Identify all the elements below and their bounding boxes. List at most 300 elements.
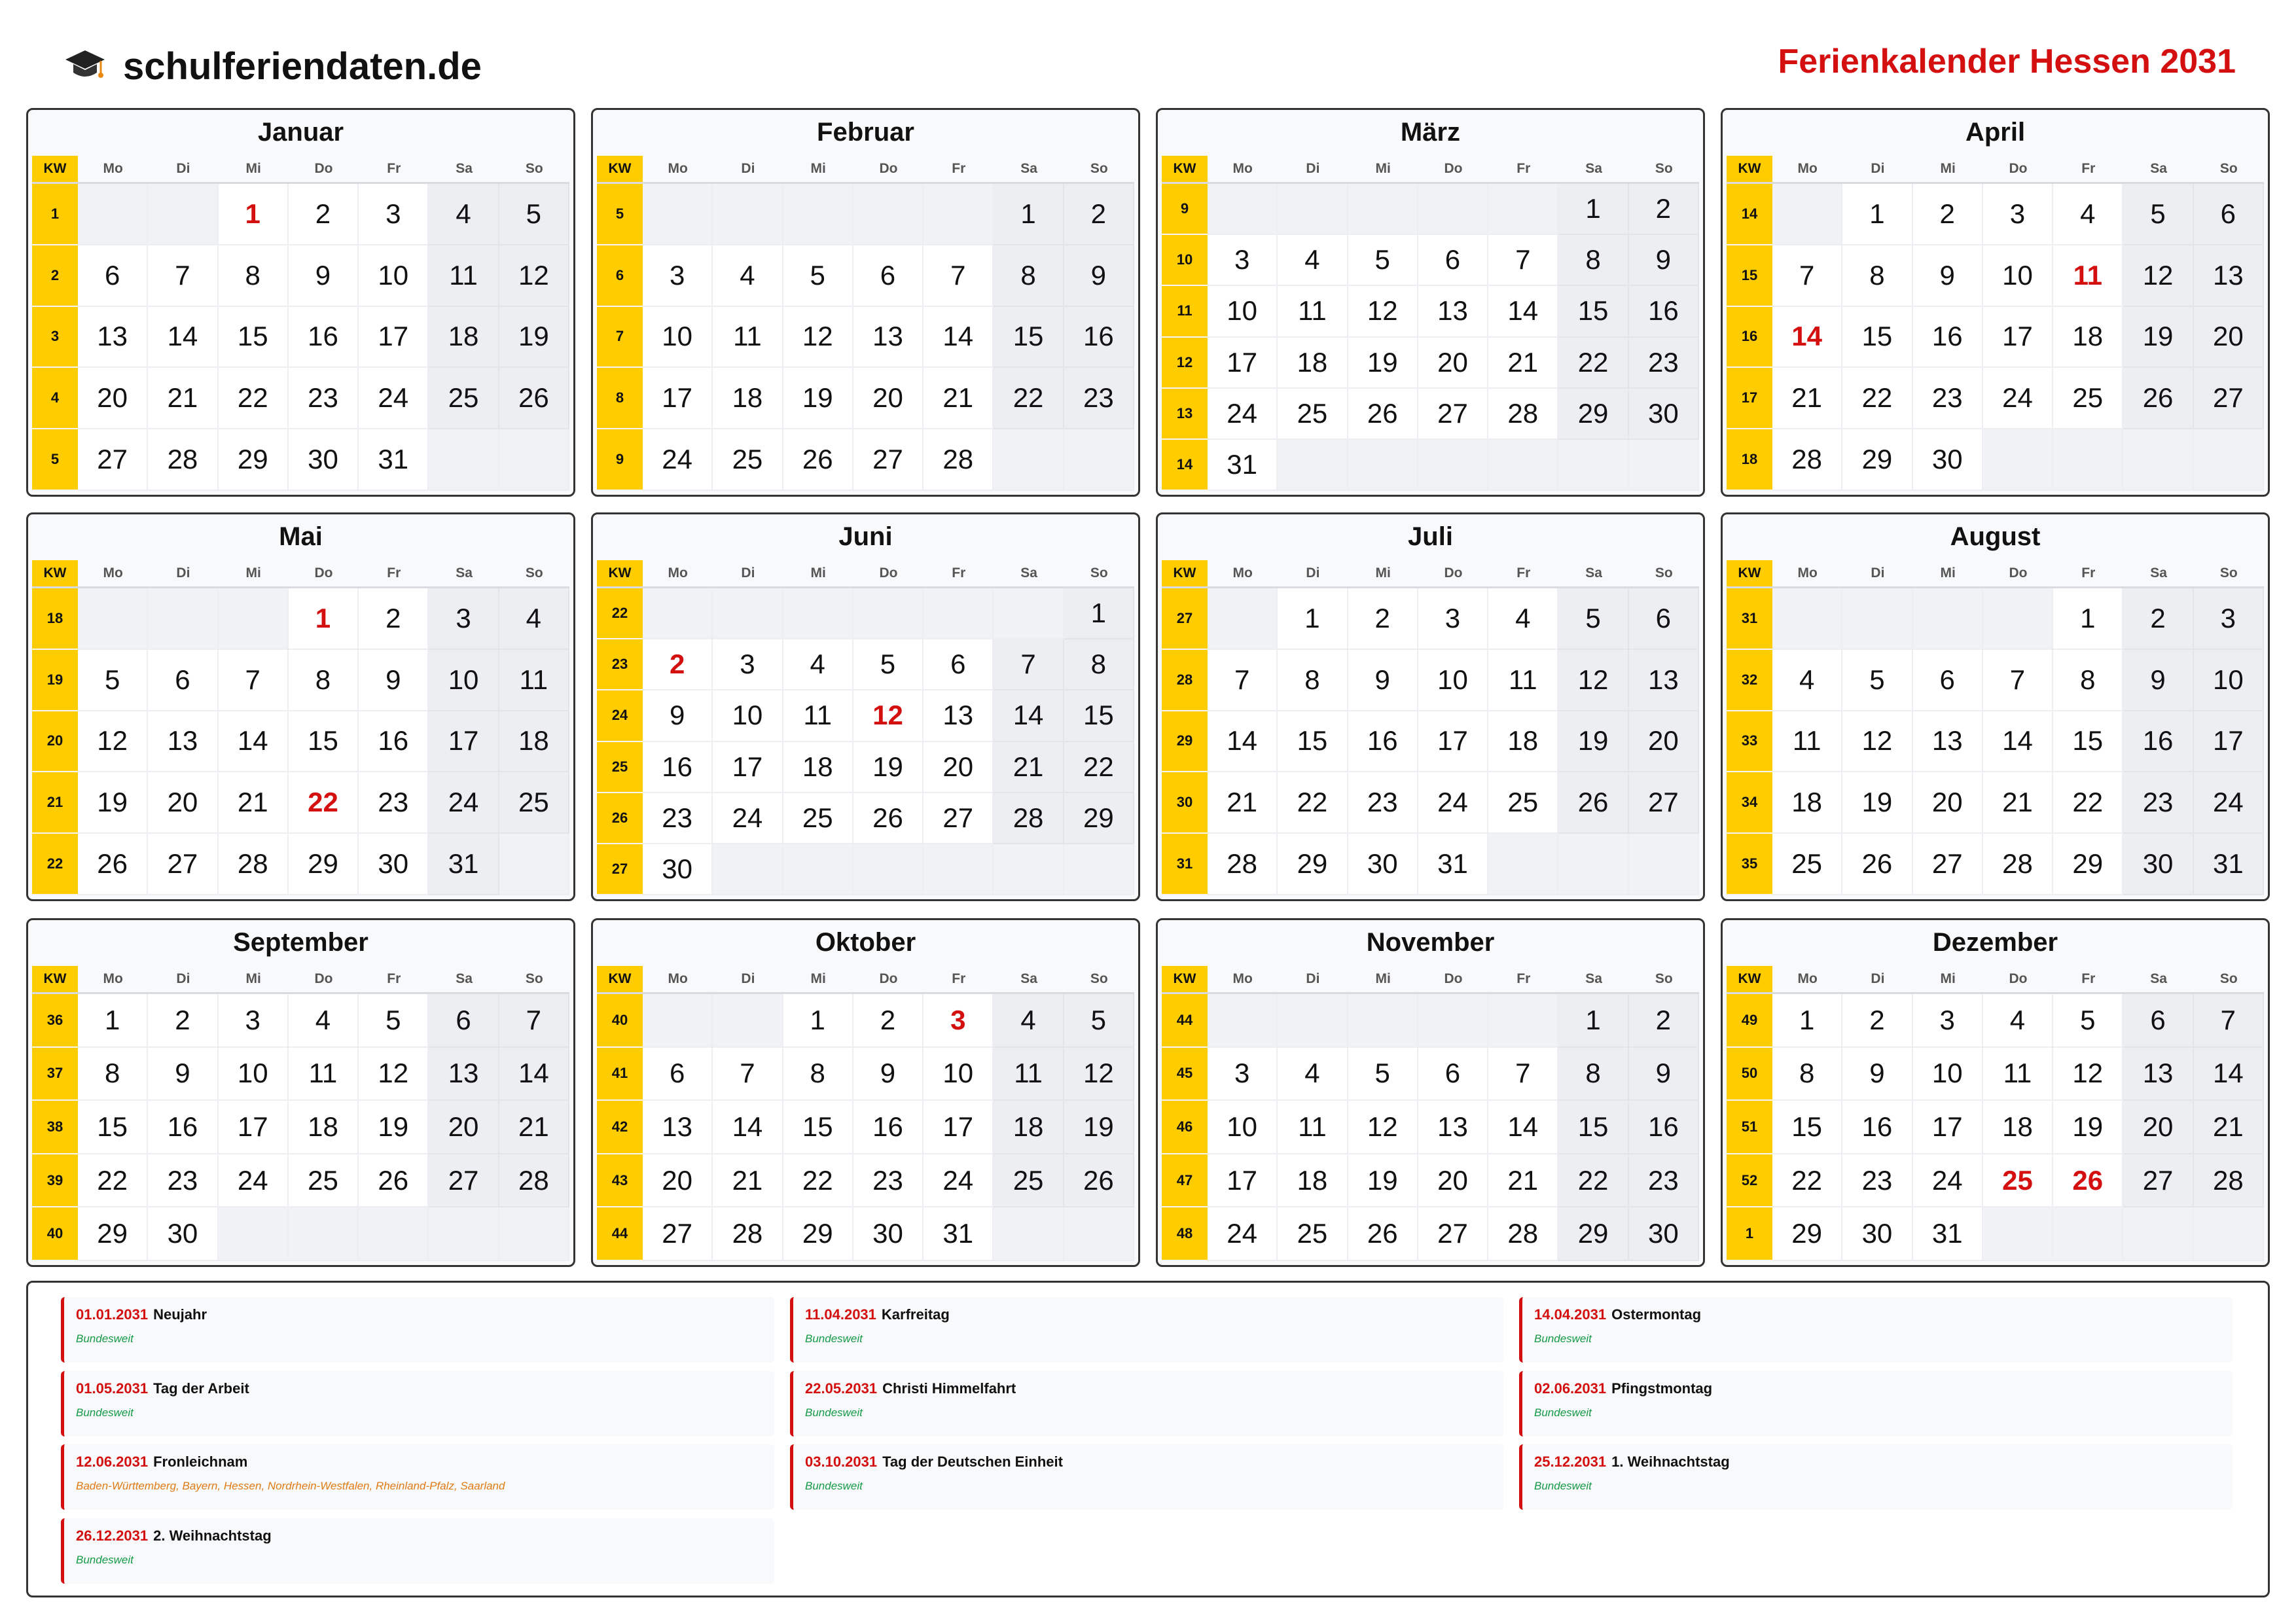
- day-cell[interactable]: 15: [1772, 1101, 1842, 1154]
- day-cell[interactable]: 2: [1064, 184, 1134, 245]
- day-cell[interactable]: 7: [713, 1048, 783, 1101]
- day-cell[interactable]: 13: [1913, 711, 1983, 773]
- holiday-day[interactable]: 2: [643, 639, 713, 690]
- day-cell[interactable]: 8: [994, 245, 1064, 307]
- day-cell[interactable]: 15: [1064, 690, 1134, 741]
- day-cell[interactable]: 25: [713, 429, 783, 491]
- day-cell[interactable]: 19: [1842, 772, 1912, 834]
- day-cell[interactable]: 18: [1488, 711, 1558, 773]
- day-cell[interactable]: 3: [359, 184, 429, 245]
- day-cell[interactable]: 11: [1488, 650, 1558, 711]
- day-cell[interactable]: 20: [1913, 772, 1983, 834]
- day-cell[interactable]: 21: [1772, 368, 1842, 429]
- day-cell[interactable]: 14: [924, 307, 994, 368]
- day-cell[interactable]: 23: [1348, 772, 1418, 834]
- day-cell[interactable]: 24: [1418, 772, 1488, 834]
- day-cell[interactable]: 9: [359, 650, 429, 711]
- day-cell[interactable]: 28: [713, 1207, 783, 1261]
- day-cell[interactable]: 6: [2194, 184, 2264, 245]
- day-cell[interactable]: 3: [1208, 1048, 1278, 1101]
- day-cell[interactable]: 17: [429, 711, 499, 773]
- day-cell[interactable]: 9: [2123, 650, 2193, 711]
- day-cell[interactable]: 6: [78, 245, 148, 307]
- day-cell[interactable]: 27: [78, 429, 148, 491]
- day-cell[interactable]: 11: [1983, 1048, 2053, 1101]
- day-cell[interactable]: 30: [148, 1207, 218, 1261]
- day-cell[interactable]: 29: [289, 834, 359, 895]
- day-cell[interactable]: 31: [359, 429, 429, 491]
- day-cell[interactable]: 17: [2194, 711, 2264, 773]
- day-cell[interactable]: 24: [1913, 1154, 1983, 1208]
- day-cell[interactable]: 17: [713, 742, 783, 793]
- day-cell[interactable]: 17: [1208, 338, 1278, 389]
- day-cell[interactable]: 26: [783, 429, 853, 491]
- day-cell[interactable]: 25: [994, 1154, 1064, 1208]
- day-cell[interactable]: 19: [1348, 1154, 1418, 1208]
- day-cell[interactable]: 29: [1558, 389, 1628, 440]
- day-cell[interactable]: 10: [713, 690, 783, 741]
- day-cell[interactable]: 22: [1064, 742, 1134, 793]
- day-cell[interactable]: 20: [1629, 711, 1699, 773]
- day-cell[interactable]: 17: [1418, 711, 1488, 773]
- day-cell[interactable]: 13: [924, 690, 994, 741]
- day-cell[interactable]: 8: [1278, 650, 1348, 711]
- day-cell[interactable]: 10: [1913, 1048, 1983, 1101]
- day-cell[interactable]: 13: [78, 307, 148, 368]
- day-cell[interactable]: 28: [1772, 429, 1842, 491]
- holiday-day[interactable]: 25: [1983, 1154, 2053, 1208]
- day-cell[interactable]: 6: [924, 639, 994, 690]
- day-cell[interactable]: 21: [1488, 1154, 1558, 1208]
- day-cell[interactable]: 8: [783, 1048, 853, 1101]
- day-cell[interactable]: 11: [429, 245, 499, 307]
- day-cell[interactable]: 28: [499, 1154, 569, 1208]
- day-cell[interactable]: 15: [783, 1101, 853, 1154]
- day-cell[interactable]: 9: [1064, 245, 1134, 307]
- day-cell[interactable]: 22: [1842, 368, 1912, 429]
- day-cell[interactable]: 8: [78, 1048, 148, 1101]
- day-cell[interactable]: 27: [429, 1154, 499, 1208]
- day-cell[interactable]: 25: [1278, 389, 1348, 440]
- day-cell[interactable]: 3: [429, 588, 499, 650]
- day-cell[interactable]: 22: [994, 368, 1064, 429]
- day-cell[interactable]: 15: [1558, 1101, 1628, 1154]
- day-cell[interactable]: 5: [2123, 184, 2193, 245]
- day-cell[interactable]: 4: [1772, 650, 1842, 711]
- day-cell[interactable]: 19: [1064, 1101, 1134, 1154]
- day-cell[interactable]: 19: [1558, 711, 1628, 773]
- day-cell[interactable]: 13: [1418, 1101, 1488, 1154]
- day-cell[interactable]: 2: [1629, 184, 1699, 235]
- holiday-day[interactable]: 22: [289, 772, 359, 834]
- holiday-day[interactable]: 1: [289, 588, 359, 650]
- day-cell[interactable]: 4: [429, 184, 499, 245]
- day-cell[interactable]: 21: [1208, 772, 1278, 834]
- day-cell[interactable]: 3: [1208, 235, 1278, 286]
- day-cell[interactable]: 20: [853, 368, 924, 429]
- day-cell[interactable]: 30: [1842, 1207, 1912, 1261]
- day-cell[interactable]: 2: [148, 994, 218, 1048]
- day-cell[interactable]: 20: [1418, 1154, 1488, 1208]
- day-cell[interactable]: 9: [1913, 245, 1983, 307]
- day-cell[interactable]: 2: [359, 588, 429, 650]
- day-cell[interactable]: 21: [1983, 772, 2053, 834]
- day-cell[interactable]: 15: [2053, 711, 2123, 773]
- day-cell[interactable]: 1: [1772, 994, 1842, 1048]
- day-cell[interactable]: 16: [1842, 1101, 1912, 1154]
- day-cell[interactable]: 30: [853, 1207, 924, 1261]
- day-cell[interactable]: 16: [1913, 307, 1983, 368]
- day-cell[interactable]: 4: [713, 245, 783, 307]
- day-cell[interactable]: 25: [429, 368, 499, 429]
- day-cell[interactable]: 7: [1488, 235, 1558, 286]
- day-cell[interactable]: 22: [1772, 1154, 1842, 1208]
- day-cell[interactable]: 8: [1558, 1048, 1628, 1101]
- day-cell[interactable]: 19: [359, 1101, 429, 1154]
- day-cell[interactable]: 27: [853, 429, 924, 491]
- day-cell[interactable]: 29: [783, 1207, 853, 1261]
- day-cell[interactable]: 12: [1348, 1101, 1418, 1154]
- day-cell[interactable]: 26: [1064, 1154, 1134, 1208]
- day-cell[interactable]: 15: [1842, 307, 1912, 368]
- day-cell[interactable]: 30: [2123, 834, 2193, 895]
- day-cell[interactable]: 5: [78, 650, 148, 711]
- day-cell[interactable]: 26: [2123, 368, 2193, 429]
- day-cell[interactable]: 5: [853, 639, 924, 690]
- day-cell[interactable]: 28: [1488, 389, 1558, 440]
- day-cell[interactable]: 4: [1278, 1048, 1348, 1101]
- day-cell[interactable]: 19: [78, 772, 148, 834]
- day-cell[interactable]: 2: [853, 994, 924, 1048]
- day-cell[interactable]: 12: [359, 1048, 429, 1101]
- day-cell[interactable]: 8: [1772, 1048, 1842, 1101]
- day-cell[interactable]: 19: [499, 307, 569, 368]
- day-cell[interactable]: 15: [219, 307, 289, 368]
- day-cell[interactable]: 26: [853, 793, 924, 844]
- day-cell[interactable]: 28: [1488, 1207, 1558, 1261]
- day-cell[interactable]: 25: [1488, 772, 1558, 834]
- day-cell[interactable]: 29: [1772, 1207, 1842, 1261]
- day-cell[interactable]: 14: [219, 711, 289, 773]
- day-cell[interactable]: 13: [429, 1048, 499, 1101]
- day-cell[interactable]: 30: [1913, 429, 1983, 491]
- day-cell[interactable]: 12: [1348, 286, 1418, 337]
- day-cell[interactable]: 12: [1558, 650, 1628, 711]
- day-cell[interactable]: 2: [1629, 994, 1699, 1048]
- day-cell[interactable]: 7: [499, 994, 569, 1048]
- day-cell[interactable]: 4: [783, 639, 853, 690]
- day-cell[interactable]: 20: [643, 1154, 713, 1208]
- day-cell[interactable]: 3: [1983, 184, 2053, 245]
- day-cell[interactable]: 2: [1348, 588, 1418, 650]
- day-cell[interactable]: 17: [1208, 1154, 1278, 1208]
- day-cell[interactable]: 25: [499, 772, 569, 834]
- day-cell[interactable]: 25: [1278, 1207, 1348, 1261]
- day-cell[interactable]: 13: [2194, 245, 2264, 307]
- day-cell[interactable]: 30: [289, 429, 359, 491]
- day-cell[interactable]: 28: [924, 429, 994, 491]
- day-cell[interactable]: 20: [148, 772, 218, 834]
- day-cell[interactable]: 14: [1983, 711, 2053, 773]
- day-cell[interactable]: 3: [219, 994, 289, 1048]
- day-cell[interactable]: 2: [1913, 184, 1983, 245]
- day-cell[interactable]: 18: [713, 368, 783, 429]
- day-cell[interactable]: 7: [2194, 994, 2264, 1048]
- day-cell[interactable]: 6: [1418, 1048, 1488, 1101]
- day-cell[interactable]: 12: [499, 245, 569, 307]
- day-cell[interactable]: 24: [643, 429, 713, 491]
- day-cell[interactable]: 23: [148, 1154, 218, 1208]
- day-cell[interactable]: 25: [783, 793, 853, 844]
- day-cell[interactable]: 20: [1418, 338, 1488, 389]
- day-cell[interactable]: 30: [643, 844, 713, 895]
- day-cell[interactable]: 4: [499, 588, 569, 650]
- day-cell[interactable]: 21: [1488, 338, 1558, 389]
- day-cell[interactable]: 6: [1629, 588, 1699, 650]
- day-cell[interactable]: 16: [2123, 711, 2193, 773]
- day-cell[interactable]: 11: [289, 1048, 359, 1101]
- day-cell[interactable]: 9: [853, 1048, 924, 1101]
- day-cell[interactable]: 21: [499, 1101, 569, 1154]
- day-cell[interactable]: 16: [289, 307, 359, 368]
- day-cell[interactable]: 11: [713, 307, 783, 368]
- day-cell[interactable]: 24: [219, 1154, 289, 1208]
- day-cell[interactable]: 23: [359, 772, 429, 834]
- day-cell[interactable]: 6: [853, 245, 924, 307]
- day-cell[interactable]: 31: [1913, 1207, 1983, 1261]
- day-cell[interactable]: 7: [994, 639, 1064, 690]
- day-cell[interactable]: 29: [1842, 429, 1912, 491]
- day-cell[interactable]: 14: [148, 307, 218, 368]
- day-cell[interactable]: 23: [1629, 1154, 1699, 1208]
- day-cell[interactable]: 22: [78, 1154, 148, 1208]
- day-cell[interactable]: 15: [78, 1101, 148, 1154]
- day-cell[interactable]: 22: [783, 1154, 853, 1208]
- day-cell[interactable]: 17: [219, 1101, 289, 1154]
- day-cell[interactable]: 12: [1842, 711, 1912, 773]
- day-cell[interactable]: 11: [994, 1048, 1064, 1101]
- day-cell[interactable]: 10: [1208, 1101, 1278, 1154]
- day-cell[interactable]: 28: [1208, 834, 1278, 895]
- day-cell[interactable]: 31: [1418, 834, 1488, 895]
- day-cell[interactable]: 25: [1772, 834, 1842, 895]
- day-cell[interactable]: 23: [1064, 368, 1134, 429]
- day-cell[interactable]: 23: [853, 1154, 924, 1208]
- day-cell[interactable]: 24: [2194, 772, 2264, 834]
- day-cell[interactable]: 28: [219, 834, 289, 895]
- day-cell[interactable]: 26: [78, 834, 148, 895]
- day-cell[interactable]: 8: [1064, 639, 1134, 690]
- day-cell[interactable]: 13: [2123, 1048, 2193, 1101]
- day-cell[interactable]: 16: [1064, 307, 1134, 368]
- day-cell[interactable]: 12: [783, 307, 853, 368]
- day-cell[interactable]: 9: [148, 1048, 218, 1101]
- day-cell[interactable]: 28: [148, 429, 218, 491]
- day-cell[interactable]: 28: [1983, 834, 2053, 895]
- day-cell[interactable]: 14: [994, 690, 1064, 741]
- day-cell[interactable]: 13: [148, 711, 218, 773]
- day-cell[interactable]: 4: [1983, 994, 2053, 1048]
- day-cell[interactable]: 5: [1348, 235, 1418, 286]
- day-cell[interactable]: 15: [289, 711, 359, 773]
- day-cell[interactable]: 5: [1558, 588, 1628, 650]
- day-cell[interactable]: 11: [1278, 1101, 1348, 1154]
- holiday-day[interactable]: 3: [924, 994, 994, 1048]
- day-cell[interactable]: 22: [219, 368, 289, 429]
- day-cell[interactable]: 5: [1842, 650, 1912, 711]
- day-cell[interactable]: 21: [219, 772, 289, 834]
- day-cell[interactable]: 1: [1278, 588, 1348, 650]
- day-cell[interactable]: 7: [1488, 1048, 1558, 1101]
- day-cell[interactable]: 18: [499, 711, 569, 773]
- day-cell[interactable]: 6: [2123, 994, 2193, 1048]
- day-cell[interactable]: 29: [1558, 1207, 1628, 1261]
- day-cell[interactable]: 26: [359, 1154, 429, 1208]
- day-cell[interactable]: 14: [1208, 711, 1278, 773]
- day-cell[interactable]: 24: [924, 1154, 994, 1208]
- day-cell[interactable]: 11: [1278, 286, 1348, 337]
- day-cell[interactable]: 12: [1064, 1048, 1134, 1101]
- day-cell[interactable]: 23: [1842, 1154, 1912, 1208]
- day-cell[interactable]: 21: [994, 742, 1064, 793]
- day-cell[interactable]: 14: [713, 1101, 783, 1154]
- day-cell[interactable]: 1: [1842, 184, 1912, 245]
- day-cell[interactable]: 15: [1278, 711, 1348, 773]
- day-cell[interactable]: 17: [924, 1101, 994, 1154]
- holiday-day[interactable]: 11: [2053, 245, 2123, 307]
- day-cell[interactable]: 1: [1558, 994, 1628, 1048]
- day-cell[interactable]: 24: [1208, 1207, 1278, 1261]
- day-cell[interactable]: 3: [643, 245, 713, 307]
- day-cell[interactable]: 14: [1488, 286, 1558, 337]
- day-cell[interactable]: 3: [2194, 588, 2264, 650]
- day-cell[interactable]: 8: [1558, 235, 1628, 286]
- day-cell[interactable]: 8: [1842, 245, 1912, 307]
- day-cell[interactable]: 13: [643, 1101, 713, 1154]
- day-cell[interactable]: 5: [2053, 994, 2123, 1048]
- day-cell[interactable]: 27: [2123, 1154, 2193, 1208]
- day-cell[interactable]: 24: [713, 793, 783, 844]
- day-cell[interactable]: 10: [1208, 286, 1278, 337]
- day-cell[interactable]: 25: [289, 1154, 359, 1208]
- day-cell[interactable]: 29: [219, 429, 289, 491]
- day-cell[interactable]: 22: [1278, 772, 1348, 834]
- day-cell[interactable]: 1: [78, 994, 148, 1048]
- day-cell[interactable]: 1: [994, 184, 1064, 245]
- day-cell[interactable]: 27: [1629, 772, 1699, 834]
- day-cell[interactable]: 7: [148, 245, 218, 307]
- day-cell[interactable]: 27: [924, 793, 994, 844]
- day-cell[interactable]: 20: [429, 1101, 499, 1154]
- day-cell[interactable]: 2: [2123, 588, 2193, 650]
- day-cell[interactable]: 14: [1488, 1101, 1558, 1154]
- day-cell[interactable]: 21: [924, 368, 994, 429]
- day-cell[interactable]: 30: [359, 834, 429, 895]
- day-cell[interactable]: 21: [2194, 1101, 2264, 1154]
- day-cell[interactable]: 18: [1772, 772, 1842, 834]
- day-cell[interactable]: 14: [499, 1048, 569, 1101]
- day-cell[interactable]: 26: [1558, 772, 1628, 834]
- day-cell[interactable]: 19: [2053, 1101, 2123, 1154]
- day-cell[interactable]: 28: [994, 793, 1064, 844]
- day-cell[interactable]: 31: [2194, 834, 2264, 895]
- day-cell[interactable]: 5: [1064, 994, 1134, 1048]
- day-cell[interactable]: 8: [2053, 650, 2123, 711]
- day-cell[interactable]: 27: [148, 834, 218, 895]
- day-cell[interactable]: 11: [499, 650, 569, 711]
- day-cell[interactable]: 16: [148, 1101, 218, 1154]
- day-cell[interactable]: 19: [783, 368, 853, 429]
- day-cell[interactable]: 10: [219, 1048, 289, 1101]
- day-cell[interactable]: 26: [1842, 834, 1912, 895]
- day-cell[interactable]: 1: [1558, 184, 1628, 235]
- day-cell[interactable]: 20: [924, 742, 994, 793]
- day-cell[interactable]: 29: [2053, 834, 2123, 895]
- day-cell[interactable]: 17: [1983, 307, 2053, 368]
- day-cell[interactable]: 1: [783, 994, 853, 1048]
- day-cell[interactable]: 28: [2194, 1154, 2264, 1208]
- day-cell[interactable]: 21: [713, 1154, 783, 1208]
- day-cell[interactable]: 18: [1278, 338, 1348, 389]
- day-cell[interactable]: 5: [783, 245, 853, 307]
- day-cell[interactable]: 22: [1558, 1154, 1628, 1208]
- day-cell[interactable]: 30: [1629, 389, 1699, 440]
- day-cell[interactable]: 27: [1418, 389, 1488, 440]
- day-cell[interactable]: 23: [289, 368, 359, 429]
- day-cell[interactable]: 17: [643, 368, 713, 429]
- day-cell[interactable]: 1: [1064, 588, 1134, 639]
- day-cell[interactable]: 4: [2053, 184, 2123, 245]
- day-cell[interactable]: 6: [643, 1048, 713, 1101]
- day-cell[interactable]: 11: [1772, 711, 1842, 773]
- day-cell[interactable]: 7: [1772, 245, 1842, 307]
- day-cell[interactable]: 26: [499, 368, 569, 429]
- day-cell[interactable]: 24: [429, 772, 499, 834]
- day-cell[interactable]: 9: [1629, 235, 1699, 286]
- day-cell[interactable]: 10: [2194, 650, 2264, 711]
- day-cell[interactable]: 18: [2053, 307, 2123, 368]
- day-cell[interactable]: 26: [1348, 1207, 1418, 1261]
- day-cell[interactable]: 9: [643, 690, 713, 741]
- day-cell[interactable]: 23: [2123, 772, 2193, 834]
- day-cell[interactable]: 8: [219, 245, 289, 307]
- day-cell[interactable]: 2: [1842, 994, 1912, 1048]
- day-cell[interactable]: 26: [1348, 389, 1418, 440]
- day-cell[interactable]: 23: [1629, 338, 1699, 389]
- day-cell[interactable]: 24: [359, 368, 429, 429]
- day-cell[interactable]: 29: [78, 1207, 148, 1261]
- day-cell[interactable]: 4: [289, 994, 359, 1048]
- day-cell[interactable]: 19: [2123, 307, 2193, 368]
- day-cell[interactable]: 25: [2053, 368, 2123, 429]
- day-cell[interactable]: 3: [713, 639, 783, 690]
- day-cell[interactable]: 4: [994, 994, 1064, 1048]
- day-cell[interactable]: 22: [1558, 338, 1628, 389]
- day-cell[interactable]: 20: [2194, 307, 2264, 368]
- day-cell[interactable]: 5: [1348, 1048, 1418, 1101]
- day-cell[interactable]: 7: [219, 650, 289, 711]
- day-cell[interactable]: 11: [783, 690, 853, 741]
- day-cell[interactable]: 13: [853, 307, 924, 368]
- day-cell[interactable]: 8: [289, 650, 359, 711]
- day-cell[interactable]: 13: [1629, 650, 1699, 711]
- brand[interactable]: [64, 43, 482, 89]
- day-cell[interactable]: 13: [1418, 286, 1488, 337]
- day-cell[interactable]: 23: [1913, 368, 1983, 429]
- day-cell[interactable]: 30: [1348, 834, 1418, 895]
- day-cell[interactable]: 27: [2194, 368, 2264, 429]
- day-cell[interactable]: 20: [2123, 1101, 2193, 1154]
